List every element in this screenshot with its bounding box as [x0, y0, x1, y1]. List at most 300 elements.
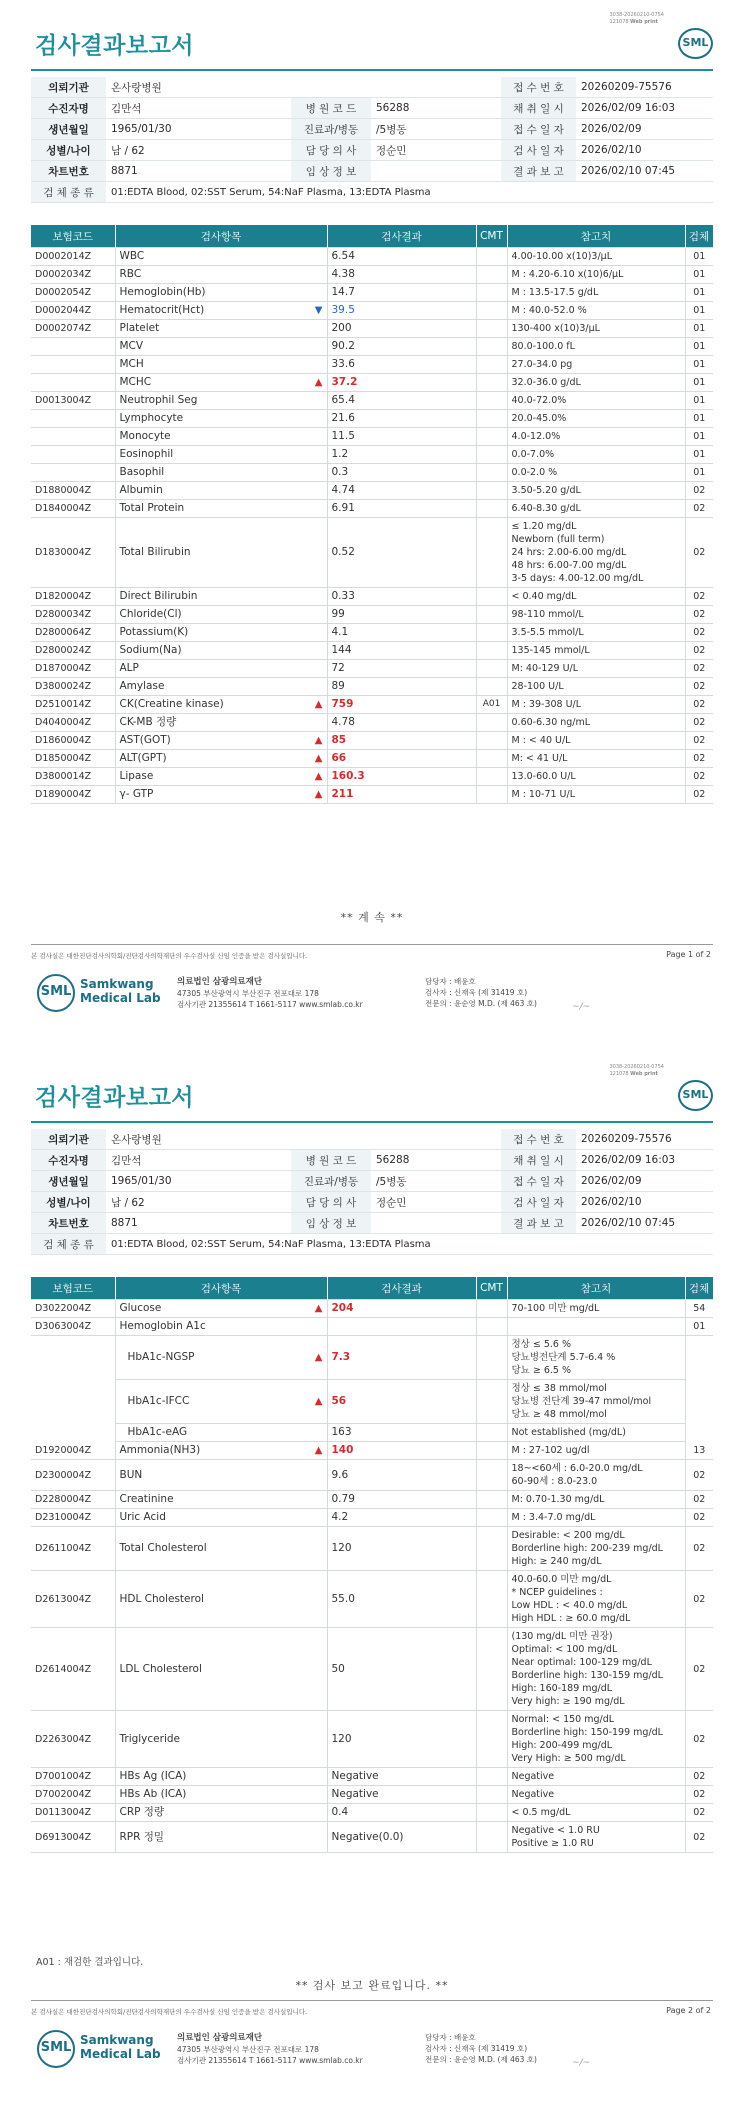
reference-range [507, 1822, 685, 1853]
specimen-code: 02 [685, 786, 713, 804]
label-hospital-code: 병 원 코 드 [291, 1150, 371, 1171]
reference-line: 135-145 mmol/L [511, 645, 590, 656]
insurance-code: D0002074Z [31, 320, 115, 338]
reference-line: M : 39-308 U/L [511, 699, 582, 710]
insurance-code: D1820004Z [31, 588, 115, 606]
test-result: 160.3 [327, 768, 476, 786]
reference-line: 당뇨 ≥ 6.5 % [511, 1365, 572, 1376]
comment-code [476, 768, 507, 786]
header-result: 검사결과 [327, 225, 476, 248]
label-clinical: 임 상 정 보 [291, 1213, 371, 1234]
label-sexage: 성별/나이 [31, 140, 106, 161]
test-result: 144 [327, 642, 476, 660]
test-result: 56 [327, 1380, 476, 1424]
reference-range [507, 1318, 685, 1336]
specimen-code: 02 [685, 1768, 713, 1786]
test-item [115, 1822, 327, 1853]
test-item-name: Albumin [119, 484, 163, 496]
reference-line: 24 hrs: 2.00-6.00 mg/dL [511, 547, 627, 558]
comment-code [476, 338, 507, 356]
reference-line: 80.0-100.0 fL [511, 341, 575, 352]
table-row [31, 714, 713, 732]
test-result: 6.91 [327, 500, 476, 518]
reference-line: Borderline high: 200-239 mg/dL [511, 1543, 663, 1554]
specimen-code: 01 [685, 356, 713, 374]
reference-range [507, 588, 685, 606]
reference-line: M: 0.70-1.30 mg/dL [511, 1494, 605, 1505]
test-item [115, 518, 327, 588]
reference-line: High HDL : ≥ 60.0 mg/dL [511, 1613, 631, 1624]
specimen-code: 01 [685, 338, 713, 356]
insurance-code: D0002014Z [31, 248, 115, 266]
reference-range [507, 1424, 685, 1442]
reference-line: 4.0-12.0% [511, 431, 561, 442]
institution-name: 의료법인 삼광의료재단 [177, 977, 263, 987]
insurance-code: D1890004Z [31, 786, 115, 804]
reference-line: < 0.40 mg/dL [511, 591, 577, 602]
table-row [31, 624, 713, 642]
staff-manager: 담당자 : 배윤호 [425, 2033, 476, 2042]
table-row [31, 1711, 713, 1768]
institution-name: 의료법인 삼광의료재단 [177, 2033, 263, 2043]
value-doctor: 정순민 [371, 140, 501, 161]
test-result: 759 [327, 696, 476, 714]
table-row [31, 392, 713, 410]
reference-range [507, 1460, 685, 1491]
label-receipt-no: 접 수 번 호 [501, 77, 576, 98]
report-title: 검사결과보고서 [35, 33, 195, 59]
comment-code [476, 356, 507, 374]
comment-code: A01 [476, 696, 507, 714]
comment-code [476, 1318, 507, 1336]
comment-code [476, 660, 507, 678]
comment-code [476, 1460, 507, 1491]
table-row [31, 1628, 713, 1711]
specimen-code: 02 [685, 714, 713, 732]
reference-range [507, 642, 685, 660]
label-hospital-code: 병 원 코 드 [291, 98, 371, 119]
insurance-code: D2310004Z [31, 1509, 115, 1527]
value-chart: 8871 [106, 161, 291, 182]
top-ref-line2: 121078 [609, 19, 629, 25]
specimen-code: 02 [685, 1527, 713, 1571]
table-row [31, 374, 713, 392]
comment-code [476, 1711, 507, 1768]
top-ref-line1: 3038-20260210-0754 [609, 1064, 664, 1070]
staff-info [425, 976, 537, 1009]
specimen-code [685, 1424, 713, 1442]
test-result: 9.6 [327, 1460, 476, 1491]
test-item [115, 678, 327, 696]
test-item [115, 1491, 327, 1509]
table-row [31, 284, 713, 302]
table-row [31, 464, 713, 482]
test-item-name: Sodium(Na) [119, 644, 182, 656]
results-table-page2 [31, 1277, 714, 1853]
label-received: 접 수 일 자 [501, 119, 576, 140]
high-flag-icon: ▲ [314, 1351, 323, 1363]
web-print-label: Web print [630, 19, 658, 25]
label-report: 결 과 보 고 [501, 161, 576, 182]
header-cmt: CMT [476, 1277, 507, 1300]
web-print-label: Web print [630, 1071, 658, 1077]
comment-code [476, 1442, 507, 1460]
insurance-code [31, 428, 115, 446]
high-flag-icon: ▲ [314, 1302, 323, 1314]
insurance-code: D1880004Z [31, 482, 115, 500]
table-row [31, 446, 713, 464]
comment-code [476, 624, 507, 642]
table-row [31, 1509, 713, 1527]
test-item-name: CK(Creatine kinase) [119, 698, 224, 710]
header-ref: 참고치 [507, 225, 685, 248]
table-row [31, 1786, 713, 1804]
specimen-code: 02 [685, 1628, 713, 1711]
comment-code [476, 248, 507, 266]
test-item-name: Lipase [119, 770, 154, 782]
comment-code [476, 320, 507, 338]
test-result: 0.3 [327, 464, 476, 482]
specimen-code: 02 [685, 696, 713, 714]
insurance-code: D3800024Z [31, 678, 115, 696]
test-item [115, 266, 327, 284]
reference-line: Positive ≥ 1.0 RU [511, 1838, 594, 1849]
insurance-code: D1860004Z [31, 732, 115, 750]
reference-line: Negative [511, 1789, 555, 1800]
institution-address: 47305 부산광역시 부산진구 전포대로 178 [177, 2045, 319, 2054]
insurance-code: D3800014Z [31, 768, 115, 786]
reference-range [507, 750, 685, 768]
value-hospital-code: 56288 [371, 98, 501, 119]
test-result: 55.0 [327, 1571, 476, 1628]
test-result: 140 [327, 1442, 476, 1460]
test-item-name: HbA1c-IFCC [127, 1395, 190, 1407]
test-result: 37.2 [327, 374, 476, 392]
test-result: 200 [327, 320, 476, 338]
reference-line: Borderline high: 150-199 mg/dL [511, 1727, 663, 1738]
test-item-name: Monocyte [119, 430, 171, 442]
insurance-code: D3063004Z [31, 1318, 115, 1336]
test-item [115, 1300, 327, 1318]
reference-range [507, 1491, 685, 1509]
test-result: 65.4 [327, 392, 476, 410]
table-row [31, 1822, 713, 1853]
reference-line: Negative < 1.0 RU [511, 1825, 600, 1836]
high-flag-icon: ▲ [314, 752, 323, 764]
test-item [115, 1318, 327, 1336]
test-result [327, 1318, 476, 1336]
table-row [31, 678, 713, 696]
comment-code [476, 1380, 507, 1424]
specimen-code: 13 [685, 1442, 713, 1460]
test-item-name: MCV [119, 340, 144, 352]
insurance-code: D2800064Z [31, 624, 115, 642]
table-row [31, 428, 713, 446]
reference-range [507, 410, 685, 428]
reference-line: High: ≥ 240 mg/dL [511, 1556, 602, 1567]
test-result: 163 [327, 1424, 476, 1442]
high-flag-icon: ▲ [314, 376, 323, 388]
test-item [115, 786, 327, 804]
table-row [31, 320, 713, 338]
staff-tester: 검사자 : 신재욱 (제 31419 호) [425, 2044, 528, 2053]
test-item-name: Direct Bilirubin [119, 590, 198, 602]
institution-address: 47305 부산광역시 부산진구 전포대로 178 [177, 989, 319, 998]
test-item-name: ALP [119, 662, 139, 674]
reference-line: 6.40-8.30 g/dL [511, 503, 581, 514]
test-item [115, 732, 327, 750]
insurance-code: D3022004Z [31, 1300, 115, 1318]
value-collected: 2026/02/09 16:03 [576, 1150, 713, 1171]
label-receipt-no: 접 수 번 호 [501, 1129, 576, 1150]
test-item [115, 356, 327, 374]
comment-code [476, 284, 507, 302]
test-item [115, 392, 327, 410]
test-item [115, 1460, 327, 1491]
test-item [115, 428, 327, 446]
test-item-name: CK-MB 정량 [119, 716, 177, 728]
reference-line: Negative [511, 1771, 555, 1782]
test-item [115, 1380, 327, 1424]
specimen-code: 02 [685, 482, 713, 500]
test-result: 0.33 [327, 588, 476, 606]
test-item-name: Lymphocyte [119, 412, 184, 424]
test-item-name: HbA1c-eAG [127, 1426, 188, 1438]
table-row [31, 588, 713, 606]
table-row [31, 606, 713, 624]
specimen-code: 01 [685, 302, 713, 320]
reference-range [507, 518, 685, 588]
specimen-code: 02 [685, 518, 713, 588]
test-item-name: Total Protein [119, 502, 185, 514]
comment-code [476, 482, 507, 500]
table-row [31, 1571, 713, 1628]
reference-line: 98-110 mmol/L [511, 609, 584, 620]
reference-line: 130-400 x(10)3/μL [511, 323, 600, 334]
reference-range [507, 732, 685, 750]
table-row [31, 1804, 713, 1822]
lab-name [80, 2033, 161, 2061]
reference-range [507, 338, 685, 356]
test-item [115, 302, 327, 320]
header-code: 보험코드 [31, 225, 115, 248]
report-title: 검사결과보고서 [35, 1085, 195, 1111]
label-clinical: 임 상 정 보 [291, 161, 371, 182]
test-item-name: RPR 정밀 [119, 1830, 165, 1843]
comment-code [476, 1491, 507, 1509]
reference-line: M : 10-71 U/L [511, 789, 576, 800]
sml-footer-logo-icon [37, 2030, 75, 2068]
test-result: 11.5 [327, 428, 476, 446]
test-result: 4.2 [327, 1509, 476, 1527]
specimen-code: 01 [685, 446, 713, 464]
reference-range [507, 1509, 685, 1527]
institution-info [177, 2032, 363, 2066]
insurance-code: D0002044Z [31, 302, 115, 320]
reference-range [507, 302, 685, 320]
test-result: 0.52 [327, 518, 476, 588]
test-item [115, 482, 327, 500]
test-item [115, 750, 327, 768]
reference-line: 18~<60세 : 6.0-20.0 mg/dL [511, 1463, 643, 1474]
comment-code [476, 1822, 507, 1853]
reference-range [507, 392, 685, 410]
reference-line: 0.0-2.0 % [511, 467, 558, 478]
specimen-code: 01 [685, 266, 713, 284]
staff-specialist: 전문의 : 윤순영 M.D. (제 463 호) [425, 2055, 537, 2064]
reference-line: 27.0-34.0 pg [511, 359, 573, 370]
lab-name-line1: Samkwang [80, 2033, 154, 2047]
insurance-code: D1840004Z [31, 500, 115, 518]
table-row [31, 338, 713, 356]
specimen-code: 01 [685, 464, 713, 482]
table-row [31, 518, 713, 588]
test-item-name: CRP 정량 [119, 1806, 165, 1818]
reference-line: 3.50-5.20 g/dL [511, 485, 581, 496]
test-result: 204 [327, 1300, 476, 1318]
insurance-code: D2510014Z [31, 696, 115, 714]
specimen-code: 01 [685, 392, 713, 410]
reference-range [507, 1300, 685, 1318]
value-collected: 2026/02/09 16:03 [576, 98, 713, 119]
report-completed-note: ** 검사 보고 완료입니다. ** [295, 1979, 449, 1992]
header-item: 검사항목 [115, 1277, 327, 1300]
value-hospital-code: 56288 [371, 1150, 501, 1171]
specimen-code: 01 [685, 410, 713, 428]
reference-range [507, 1571, 685, 1628]
results-table-page1 [31, 225, 714, 804]
comment-code [476, 1571, 507, 1628]
specimen-code: 02 [685, 588, 713, 606]
signature-icon: ~/~ [572, 1002, 591, 1012]
label-dept: 진료과/병동 [291, 1171, 371, 1192]
test-result: 1.2 [327, 446, 476, 464]
table-row [31, 1442, 713, 1460]
reference-line: High: 200-499 mg/dL [511, 1740, 613, 1751]
value-received: 2026/02/09 [576, 119, 713, 140]
reference-range [507, 266, 685, 284]
insurance-code [31, 374, 115, 392]
reference-line: M : 40.0-52.0 % [511, 305, 587, 316]
reference-line: High: 160-189 mg/dL [511, 1683, 613, 1694]
test-item [115, 1509, 327, 1527]
reference-line: Not established (mg/dL) [511, 1427, 626, 1438]
high-flag-icon: ▲ [314, 1395, 323, 1407]
test-item-name: BUN [119, 1468, 143, 1481]
insurance-code: D2800034Z [31, 606, 115, 624]
lab-name [80, 977, 161, 1005]
test-item [115, 320, 327, 338]
reference-line: 32.0-36.0 g/dL [511, 377, 581, 388]
comment-code [476, 1527, 507, 1571]
continued-note: ** 계 속 ** [340, 911, 404, 924]
insurance-code: D2263004Z [31, 1711, 115, 1768]
test-item [115, 768, 327, 786]
staff-manager: 담당자 : 배윤호 [425, 977, 476, 986]
comment-code [476, 1768, 507, 1786]
reference-range [507, 356, 685, 374]
test-item-name: Hemoglobin(Hb) [119, 286, 206, 298]
footer-logo-text: SML [40, 2040, 72, 2055]
comment-code [476, 678, 507, 696]
table-row [31, 1460, 713, 1491]
test-result: 0.4 [327, 1804, 476, 1822]
test-item-name: Uric Acid [119, 1511, 166, 1523]
lab-name-line1: Samkwang [80, 977, 154, 991]
test-item-name: MCH [119, 358, 144, 370]
value-test-date: 2026/02/10 [576, 140, 713, 161]
test-item-name: Ammonia(NH3) [119, 1444, 201, 1456]
test-item-name: Hemoglobin A1c [119, 1320, 206, 1332]
test-item [115, 500, 327, 518]
results-body-page1 [31, 248, 713, 804]
patient-info-table [31, 1129, 713, 1255]
value-receipt-no: 20260209-75576 [576, 77, 713, 98]
test-result: 120 [327, 1527, 476, 1571]
reference-range [507, 1527, 685, 1571]
test-result: 4.78 [327, 714, 476, 732]
reference-line: Very high: ≥ 190 mg/dL [511, 1696, 625, 1707]
comment-code [476, 446, 507, 464]
test-item [115, 696, 327, 714]
test-item [115, 1786, 327, 1804]
staff-info [425, 2032, 537, 2065]
page-number: Page 2 of 2 [666, 2006, 711, 2015]
test-item-name: γ- GTP [119, 788, 154, 800]
reference-line: M: 40-129 U/L [511, 663, 579, 674]
test-result: 6.54 [327, 248, 476, 266]
top-reference [609, 12, 664, 26]
test-result: 4.1 [327, 624, 476, 642]
insurance-code: D2611004Z [31, 1527, 115, 1571]
reference-line: 13.0-60.0 U/L [511, 771, 576, 782]
comment-code [476, 1424, 507, 1442]
comment-code [476, 588, 507, 606]
label-doctor: 담 당 의 사 [291, 140, 371, 161]
reference-line: 40.0-60.0 미만 mg/dL [511, 1574, 612, 1585]
comment-code [476, 786, 507, 804]
insurance-code [31, 1424, 115, 1442]
test-item [115, 1442, 327, 1460]
value-specimen: 01:EDTA Blood, 02:SST Serum, 54:NaF Plasma, 13:EDTA Plasma [106, 1234, 713, 1255]
label-received: 접 수 일 자 [501, 1171, 576, 1192]
signature-icon: ~/~ [572, 2058, 591, 2068]
logo-text: SML [682, 36, 709, 49]
specimen-code: 02 [685, 606, 713, 624]
insurance-code [31, 356, 115, 374]
value-clinical [371, 161, 501, 182]
value-dob: 1965/01/30 [106, 119, 291, 140]
reference-line: ≤ 1.20 mg/dL [511, 521, 577, 532]
value-dept: /5병동 [371, 119, 501, 140]
patient-info-table [31, 77, 713, 203]
comment-code [476, 464, 507, 482]
reference-range [507, 1336, 685, 1380]
table-row [31, 732, 713, 750]
reference-range [507, 464, 685, 482]
test-result: 66 [327, 750, 476, 768]
reference-range [507, 500, 685, 518]
insurance-code: D7001004Z [31, 1768, 115, 1786]
table-row [31, 1491, 713, 1509]
test-item-name: HBs Ag (ICA) [119, 1770, 187, 1782]
reference-line: Low HDL : < 40.0 mg/dL [511, 1600, 628, 1611]
test-item-name: Creatinine [119, 1493, 174, 1505]
test-item [115, 642, 327, 660]
comment-code [476, 392, 507, 410]
table-row [31, 248, 713, 266]
test-item [115, 248, 327, 266]
